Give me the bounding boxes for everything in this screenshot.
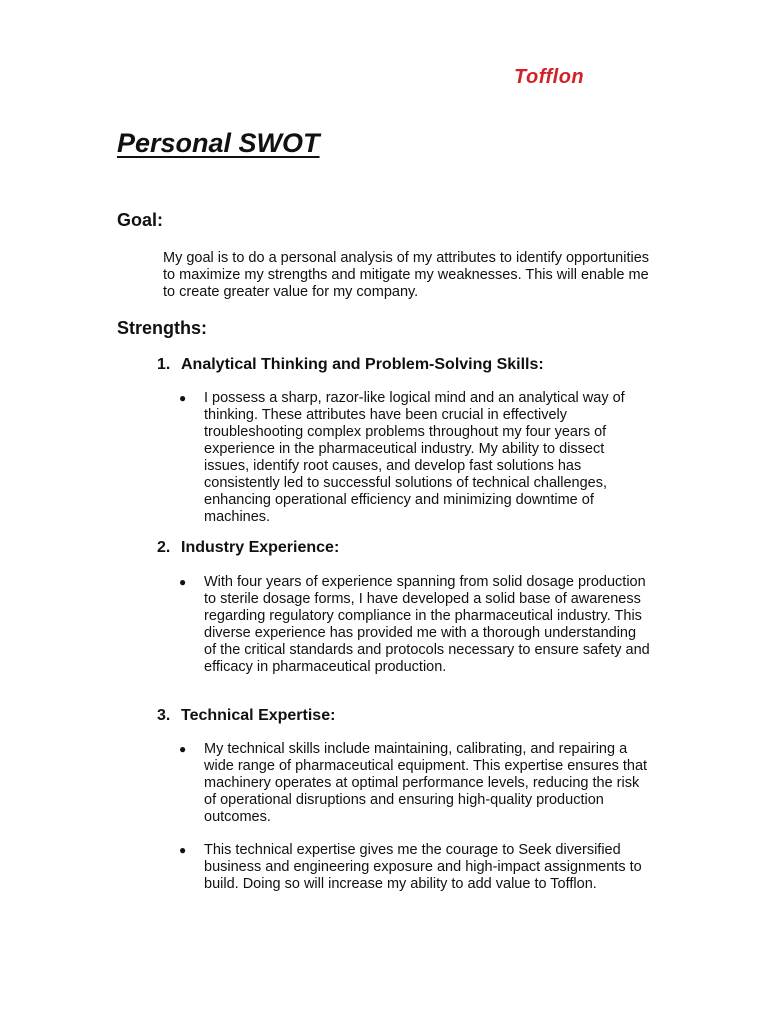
- strength-3-heading: [157, 707, 335, 725]
- list-item: [179, 390, 651, 526]
- strength-2-number: 2.: [157, 539, 171, 556]
- list-item: [179, 574, 651, 676]
- strength-2-title: Industry Experience:: [181, 539, 340, 556]
- strength-2-heading: [157, 539, 339, 557]
- list-item: [179, 741, 651, 826]
- strength-1-number: 1.: [157, 356, 171, 373]
- bullet-icon: ●: [179, 742, 187, 756]
- list-item: [179, 842, 651, 893]
- bullet-icon: ●: [179, 575, 187, 589]
- strength-1-heading: [157, 356, 544, 374]
- bullet-text: I possess a sharp, razor-like logical mind and an analytical way of thinking. These attributes have been crucial in effectively troubleshooting complex problems throughout my four years of experience in the pharmaceutical industry. My ability to dissect issues, identify root causes, and develop fast solutions has consistently led to successful solutions of technical challenges, enhancing operational efficiency and minimizing downtime of machines.: [204, 390, 625, 525]
- tofflon-logo: Tofflon: [514, 66, 585, 88]
- bullet-text: My technical skills include maintaining, calibrating, and repairing a wide range of pharmaceutical equipment. This expertise ensures that machinery operates at optimal performance levels, reducing the risk of operational disruptions and ensuring high-quality production outcomes.: [204, 741, 648, 825]
- bullet-text: With four years of experience spanning from solid dosage production to sterile dosage forms, I have developed a solid base of awareness regarding regulatory compliance in the pharmaceutical industry. This diverse experience has provided me with a thorough understanding of the critical standards and protocols necessary to ensure safety and efficacy in pharmaceutical production.: [204, 574, 650, 675]
- bullet-icon: ●: [179, 391, 187, 405]
- strength-3-title: Technical Expertise:: [181, 707, 336, 724]
- bullet-text: This technical expertise gives me the courage to Seek diversified business and engineering exposure and high-impact assignments to build. Doing so will increase my ability to add value to Tofflon.: [204, 842, 642, 892]
- goal-text: My goal is to do a personal analysis of my attributes to identify opportunities to maximize my strengths and mitigate my weaknesses. This will enable me to create greater value for my company.: [163, 250, 650, 300]
- strengths-heading: Strengths:: [117, 318, 207, 338]
- goal-heading: Goal:: [117, 210, 164, 230]
- strength-3-number: 3.: [157, 707, 171, 724]
- bullet-icon: ●: [179, 843, 187, 857]
- page-title: Personal SWOT: [117, 128, 320, 158]
- strength-1-title: Analytical Thinking and Problem-Solving Skills:: [181, 356, 544, 373]
